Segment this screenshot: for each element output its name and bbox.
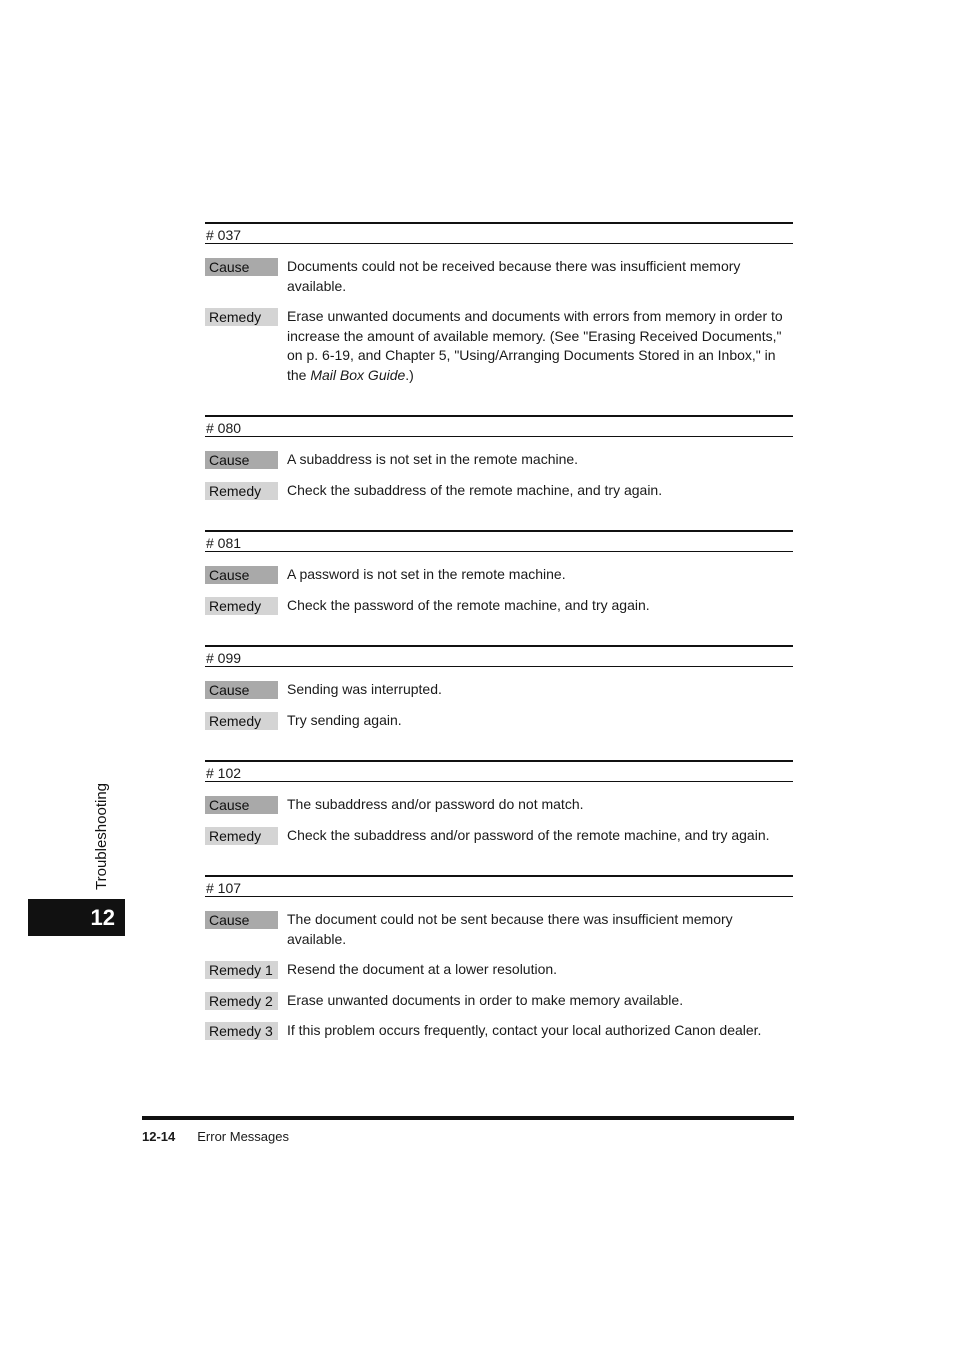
remedy-row [205, 992, 793, 1011]
remedy-label: Remedy [205, 827, 278, 845]
cause-row [205, 796, 793, 815]
remedy-label: Remedy [205, 597, 278, 615]
error-code-heading: # 099 [205, 645, 793, 667]
error-code-heading: # 102 [205, 760, 793, 782]
remedy-label: Remedy [205, 308, 278, 326]
remedy-row [205, 597, 793, 616]
remedy-row [205, 308, 793, 385]
cause-row [205, 566, 793, 585]
cause-text: Documents could not be received because there was insufficient memory available. [287, 258, 741, 294]
remedy-text: Check the subaddress and/or password of the remote machine, and try again. [287, 826, 770, 843]
error-section-080 [205, 415, 793, 522]
cause-row [205, 258, 793, 296]
page-number: 12-14 [142, 1129, 176, 1144]
cause-label: Cause [205, 258, 278, 276]
remedy-text [287, 307, 793, 385]
remedy-text: Erase unwanted documents in order to make memory available. [287, 991, 684, 1008]
error-section-107 [205, 875, 793, 1063]
cause-label: Cause [205, 451, 278, 469]
cause-row [205, 911, 793, 949]
cause-text: A password is not set in the remote machine. [287, 566, 566, 582]
remedy-row [205, 482, 793, 501]
remedy-text-end: .) [405, 366, 414, 383]
footer-rule [142, 1116, 794, 1120]
footer-title: Error Messages [197, 1129, 289, 1144]
error-section-037 [205, 222, 793, 407]
remedy-row [205, 712, 793, 731]
cause-text: A subaddress is not set in the remote machine. [287, 451, 579, 467]
cause-label: Cause [205, 911, 278, 929]
remedy-text: Check the password of the remote machine, and try again. [287, 596, 650, 613]
chapter-number-tab: 12 [28, 899, 125, 936]
error-code-heading: # 037 [205, 222, 793, 244]
cause-label: Cause [205, 796, 278, 814]
remedy-label: Remedy 3 [205, 1022, 278, 1040]
error-code-heading: # 081 [205, 530, 793, 552]
remedy-text: If this problem occurs frequently, contact your local authorized Canon dealer. [287, 1022, 762, 1038]
remedy-text: Check the subaddress of the remote machine, and try again. [287, 481, 663, 498]
remedy-label: Remedy 1 [205, 961, 278, 979]
remedy-row [205, 827, 793, 846]
cause-text: The document could not be sent because there was insufficient memory available. [287, 911, 733, 947]
error-code-list [205, 222, 793, 1071]
error-code-heading: # 080 [205, 415, 793, 437]
cause-text: The subaddress and/or password do not match. [287, 796, 584, 812]
remedy-label: Remedy [205, 712, 278, 730]
cause-row [205, 451, 793, 470]
remedy-row [205, 961, 793, 980]
cause-row [205, 681, 793, 700]
error-section-102 [205, 760, 793, 867]
error-code-heading: # 107 [205, 875, 793, 897]
cause-label: Cause [205, 681, 278, 699]
chapter-side-label: Troubleshooting [93, 782, 110, 890]
error-section-099 [205, 645, 793, 752]
page-footer [142, 1129, 289, 1144]
cause-label: Cause [205, 566, 278, 584]
manual-title: Mail Box Guide [310, 366, 406, 383]
remedy-label: Remedy [205, 482, 278, 500]
remedy-text: Resend the document at a lower resolution. [287, 961, 558, 977]
remedy-row [205, 1022, 793, 1041]
remedy-text-main: Erase unwanted documents and documents with errors from memory in order to increase the amount of available memory. (See "Erasing Received Documents," on p. 6-19, and Chapter 5, "Using/Arranging Documents Stored in an Inbox," in the [287, 308, 783, 383]
cause-text: Sending was interrupted. [287, 681, 442, 697]
remedy-label: Remedy 2 [205, 992, 278, 1010]
error-section-081 [205, 530, 793, 637]
remedy-text: Try sending again. [287, 711, 402, 728]
